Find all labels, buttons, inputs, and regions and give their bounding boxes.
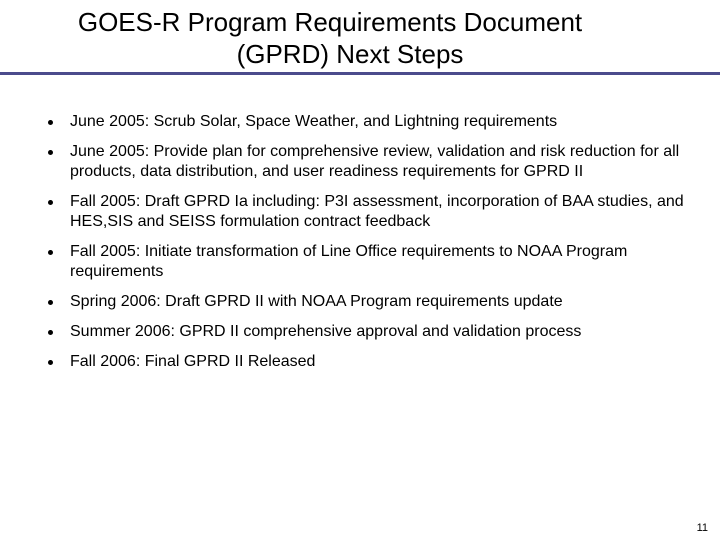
bullet-item	[0, 292, 720, 312]
bullet-dot-icon	[48, 330, 53, 335]
bullet-text: June 2005: Scrub Solar, Space Weather, and Lightning requirements	[70, 113, 558, 130]
bullet-text: June 2005: Provide plan for comprehensive review, validation and risk reduction for all products, data distribution, and user readiness requirements for GPRD II	[70, 143, 680, 180]
bullet-text: Fall 2006: Final GPRD II Released	[70, 353, 316, 370]
slide-title	[0, 6, 720, 70]
bullet-dot-icon	[48, 360, 53, 365]
bullet-text: Spring 2006: Draft GPRD II with NOAA Program requirements update	[70, 293, 563, 310]
bullet-list	[0, 112, 720, 382]
bullet-item	[0, 192, 720, 232]
bullet-text: Fall 2005: Draft GPRD Ia including: P3I assessment, incorporation of BAA studies, and HES,SIS and SEISS formulation contract feedback	[70, 193, 684, 230]
slide-title-line-2: (GPRD) Next Steps	[236, 39, 464, 69]
bullet-item	[0, 242, 720, 282]
bullet-item	[0, 352, 720, 372]
page-number: 11	[696, 522, 708, 534]
bullet-dot-icon	[48, 250, 53, 255]
bullet-item	[0, 322, 720, 342]
bullet-item	[0, 142, 720, 182]
slide-title-line-1: GOES-R Program Requirements Document	[77, 7, 583, 37]
bullet-dot-icon	[48, 200, 53, 205]
bullet-dot-icon	[48, 150, 53, 155]
title-divider	[0, 72, 720, 75]
bullet-text: Fall 2005: Initiate transformation of Line Office requirements to NOAA Program requirements	[70, 243, 628, 280]
bullet-item	[0, 112, 720, 132]
bullet-dot-icon	[48, 300, 53, 305]
bullet-dot-icon	[48, 120, 53, 125]
bullet-text: Summer 2006: GPRD II comprehensive approval and validation process	[70, 323, 582, 340]
